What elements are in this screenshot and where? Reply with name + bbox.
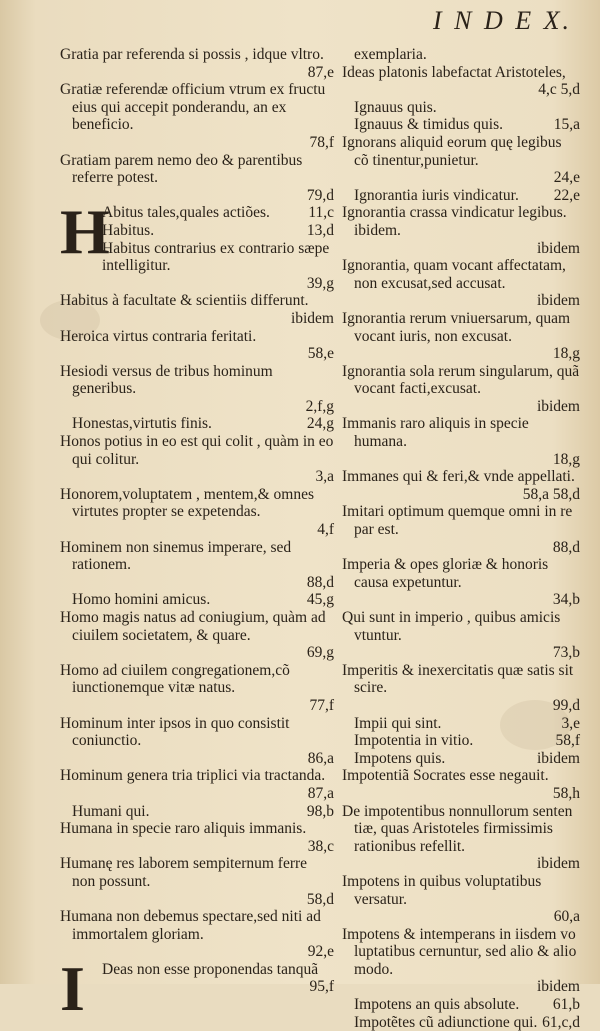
- index-entry-text: Hominum genera tria triplici via tractanda.: [60, 767, 326, 785]
- index-entry: [60, 415, 334, 433]
- index-entry: [342, 116, 580, 134]
- index-entry: [60, 820, 334, 855]
- index-entry: [342, 363, 580, 416]
- index-entry-ref: 87,a: [307, 784, 334, 802]
- index-entry-text: Honos potius in eo est qui colit , quàm in eo qui colitur.: [60, 433, 334, 468]
- index-entry-text: Ignorans aliquid eorum quę legibus cõ tinentur,punietur.: [342, 133, 562, 169]
- index-entry-text: Abitus tales,quales actiões.: [102, 204, 270, 222]
- index-entry-ref: 22,e: [553, 186, 580, 204]
- index-entry-text: Honestas,virtutis finis.: [72, 415, 212, 433]
- index-entry: [60, 609, 334, 662]
- index-entry-ref: 73,b: [552, 644, 580, 662]
- index-entry-text: exemplaria.: [354, 46, 427, 63]
- index-entry-text: Impotens & intemperans in iisdem vo luptatibus cernuntur, sed alio & alio modo.: [342, 925, 577, 978]
- index-entry-ref: 79,d: [306, 186, 334, 204]
- index-entry-ref: ibidem: [536, 749, 580, 767]
- index-entry-text: Qui sunt in imperio , quibus amicis vtuntur.: [342, 609, 561, 644]
- index-entry: [60, 767, 334, 802]
- index-entry-ref: 58,d: [306, 890, 334, 908]
- index-entry-ref: 4,f: [317, 521, 334, 539]
- index-entry-ref: 18,g: [552, 450, 580, 468]
- index-entry-ref: 3,e: [561, 714, 580, 732]
- index-entry-ref: 98,b: [306, 802, 334, 820]
- index-entry-ref: 99,d: [552, 696, 580, 714]
- index-entry-text: Imitari optimum quemque omni in re par est.: [342, 503, 573, 539]
- index-entry-ref: ibidem: [536, 978, 580, 996]
- index-entry: [342, 750, 580, 768]
- index-entry-text: Habitus contrarius ex contrario sæpe intelligitur.: [102, 239, 330, 275]
- index-entry: [342, 556, 580, 609]
- index-entry: [342, 996, 580, 1014]
- index-entry-text: Hominem non sinemus imperare, sed rationem.: [60, 538, 292, 574]
- index-entry-ref: 24,g: [306, 415, 334, 433]
- index-entry-text: Impotens an quis absolute.: [354, 996, 520, 1014]
- index-entry-text: Gratiam parem nemo deo & parentibus referre potest.: [60, 151, 303, 187]
- index-entry-text: Habitus à facultate & scientiis differunt.: [60, 292, 309, 310]
- index-entry-ref: 86,a: [307, 749, 334, 767]
- index-entry-ref: 58,h: [552, 784, 580, 802]
- index-entry: [342, 609, 580, 662]
- index-entry-ref: 39,g: [306, 274, 334, 292]
- index-entry: [342, 926, 580, 996]
- index-entry: [60, 908, 334, 961]
- index-entry-text: Humana in specie raro aliquis immanis.: [60, 820, 307, 838]
- index-entry-text: Imperia & opes gloriæ & honoris causa expetuntur.: [342, 556, 549, 591]
- index-entry-ref: 61,b: [552, 996, 580, 1014]
- index-entry: [342, 257, 580, 310]
- initial-section-entries: [60, 961, 334, 996]
- index-entry-ref: 69,g: [306, 644, 334, 662]
- index-entry-text: Impotens in quibus voluptatibus versatur.: [342, 872, 542, 908]
- index-entry-text: Immanes qui & feri,& vnde appellati.: [342, 468, 575, 486]
- index-entry: [342, 204, 580, 257]
- index-entry-text: Ignauus quis.: [354, 98, 437, 116]
- index-entry-text: Homo ad ciuilem congregationem,cõ iunctionemque vitæ natus.: [60, 661, 290, 697]
- index-entry: [60, 591, 334, 609]
- index-entry-ref: 60,a: [553, 908, 580, 926]
- index-entry-text: Homo magis natus ad coniugium, quàm ad ciuilem societatem, & quare.: [60, 609, 326, 644]
- index-entry-text: Gratia par referenda si possis , idque vltro.: [60, 46, 324, 63]
- index-entry-ref: 4,c 5,d: [538, 81, 580, 99]
- index-entry-ref: 58,a 58,d: [522, 485, 580, 503]
- index-entry-text: Gratiæ referendæ officium vtrum ex fructu eius qui accepit ponderandu, an ex beneficio.: [60, 81, 326, 134]
- index-entry: [342, 64, 580, 99]
- index-entry: [60, 486, 334, 539]
- index-entry: [342, 187, 580, 205]
- index-entry-ref: ibidem: [536, 855, 580, 873]
- index-entry: [342, 503, 580, 556]
- index-entry: [60, 539, 334, 592]
- index-entry: [60, 855, 334, 908]
- index-entry: [60, 715, 334, 768]
- index-entry-text: Honorem,voluptatem , mentem,& omnes virtutes propter se expetendas.: [60, 485, 314, 521]
- left-column: [60, 46, 334, 1024]
- index-entry-text: Humana non debemus spectare,sed niti ad immortalem gloriam.: [60, 908, 321, 943]
- index-entry: [60, 46, 334, 81]
- index-entry: [60, 803, 334, 821]
- index-entry-ref: 92,e: [307, 943, 334, 961]
- index-entry-text: Ignorantia, quam vocant affectatam, non excusat,sed accusat.: [342, 257, 566, 292]
- index-entry-text: Immanis raro aliquis in specie humana.: [342, 415, 529, 451]
- index-entry: [102, 961, 334, 996]
- index-entry: [342, 662, 580, 715]
- index-entry: [102, 240, 334, 293]
- index-entry: [342, 715, 580, 733]
- index-entry: [342, 732, 580, 750]
- index-entry-ref: 11,c: [308, 204, 334, 222]
- index-entry: [60, 433, 334, 486]
- index-entry-ref: 2,f,g: [305, 397, 334, 415]
- page-header: I N D E X.: [432, 6, 572, 35]
- index-entry-ref: ibidem: [536, 397, 580, 415]
- index-entry-ref: 61,c,d: [542, 1013, 580, 1031]
- index-entry-ref: ibidem: [536, 239, 580, 257]
- index-entry-text: Homo homini amicus.: [72, 591, 211, 609]
- index-entry-text: Heroica virtus contraria feritati.: [60, 327, 257, 345]
- index-entry: [102, 204, 334, 222]
- index-entry: [342, 767, 580, 802]
- index-entry-ref: 88,d: [552, 538, 580, 556]
- right-column: [342, 46, 580, 1031]
- index-entry-text: Impii qui sint.: [354, 714, 442, 732]
- index-entry-text: Humanę res laborem sempiternum ferre non possunt.: [60, 855, 308, 890]
- index-entry: [102, 222, 334, 240]
- index-entry-text: Ignorantia iuris vindicatur.: [354, 186, 519, 204]
- index-entry: [60, 662, 334, 715]
- index-entry-text: Impotentia in vitio.: [354, 732, 474, 750]
- index-entry-ref: 77,f: [309, 696, 334, 714]
- index-entry: [60, 292, 334, 327]
- initial-letter-section: [60, 196, 334, 292]
- index-entry-ref: 38,c: [307, 837, 334, 855]
- index-entry-text: Impotẽtes cũ adiunctione qui.: [354, 1013, 538, 1031]
- index-entry: [60, 328, 334, 363]
- index-entry-text: Hesiodi versus de tribus hominum generibus.: [60, 362, 273, 398]
- index-entry-text: De impotentibus nonnullorum senten tiæ, quas Aristoteles firmissimis rationibus refellit.: [342, 802, 573, 855]
- index-entry-ref: 95,f: [309, 978, 334, 996]
- index-entry: [342, 46, 580, 64]
- index-entry: [342, 310, 580, 363]
- index-entry-ref: 58,e: [307, 345, 334, 363]
- index-entry: [342, 99, 580, 117]
- index-entry-ref: 3,a: [315, 468, 334, 486]
- index-entry-text: Humani qui.: [72, 802, 150, 820]
- index-entry-text: Impotens quis.: [354, 749, 446, 767]
- index-entry-ref: 78,f: [309, 133, 334, 151]
- index-entry: [342, 803, 580, 873]
- index-entry: [60, 81, 334, 151]
- index-entry-text: Ideas platonis labefactat Aristoteles,: [342, 63, 566, 81]
- index-entry-text: Ignorantia rerum vniuersarum, quam vocant iuris, non excusat.: [342, 309, 571, 345]
- index-entry: [342, 468, 580, 503]
- index-entry-text: Ignauus & timidus quis.: [354, 116, 503, 134]
- index-entry-ref: ibidem: [290, 309, 334, 327]
- index-entry: [342, 873, 580, 926]
- initial-letter: H: [60, 196, 110, 268]
- index-entry: [342, 134, 580, 187]
- index-entry-text: Habitus.: [102, 221, 155, 239]
- index-entry-ref: 24,e: [553, 169, 580, 187]
- index-entry-ref: 87,e: [307, 63, 334, 81]
- index-entry-ref: 45,g: [306, 591, 334, 609]
- initial-letter: I: [60, 952, 85, 1024]
- index-entry: [60, 363, 334, 416]
- index-entry-ref: 15,a: [553, 116, 580, 134]
- index-entry: [342, 1014, 580, 1031]
- index-entry-ref: 13,d: [306, 221, 334, 239]
- index-entry-ref: ibidem: [536, 292, 580, 310]
- index-entry-text: Deas non esse proponendas tanquã: [102, 960, 319, 978]
- index-entry-text: Imperitis & inexercitatis quæ satis sit scire.: [342, 661, 574, 697]
- index-entry-text: Ignorantia sola rerum singularum, quã vocant facti,excusat.: [342, 362, 580, 398]
- index-entry-text: Impotentiã Socrates esse negauit.: [342, 767, 549, 785]
- index-entry: [342, 415, 580, 468]
- index-entry-ref: 34,b: [552, 591, 580, 609]
- index-entry-ref: 58,f: [555, 732, 580, 750]
- index-entry-ref: 88,d: [306, 573, 334, 591]
- index-entry-text: Hominum inter ipsos in quo consistit coniunctio.: [60, 714, 290, 750]
- index-entry-text: Ignorantia crassa vindicatur legibus. ibidem.: [342, 204, 567, 239]
- index-entry-ref: 18,g: [552, 345, 580, 363]
